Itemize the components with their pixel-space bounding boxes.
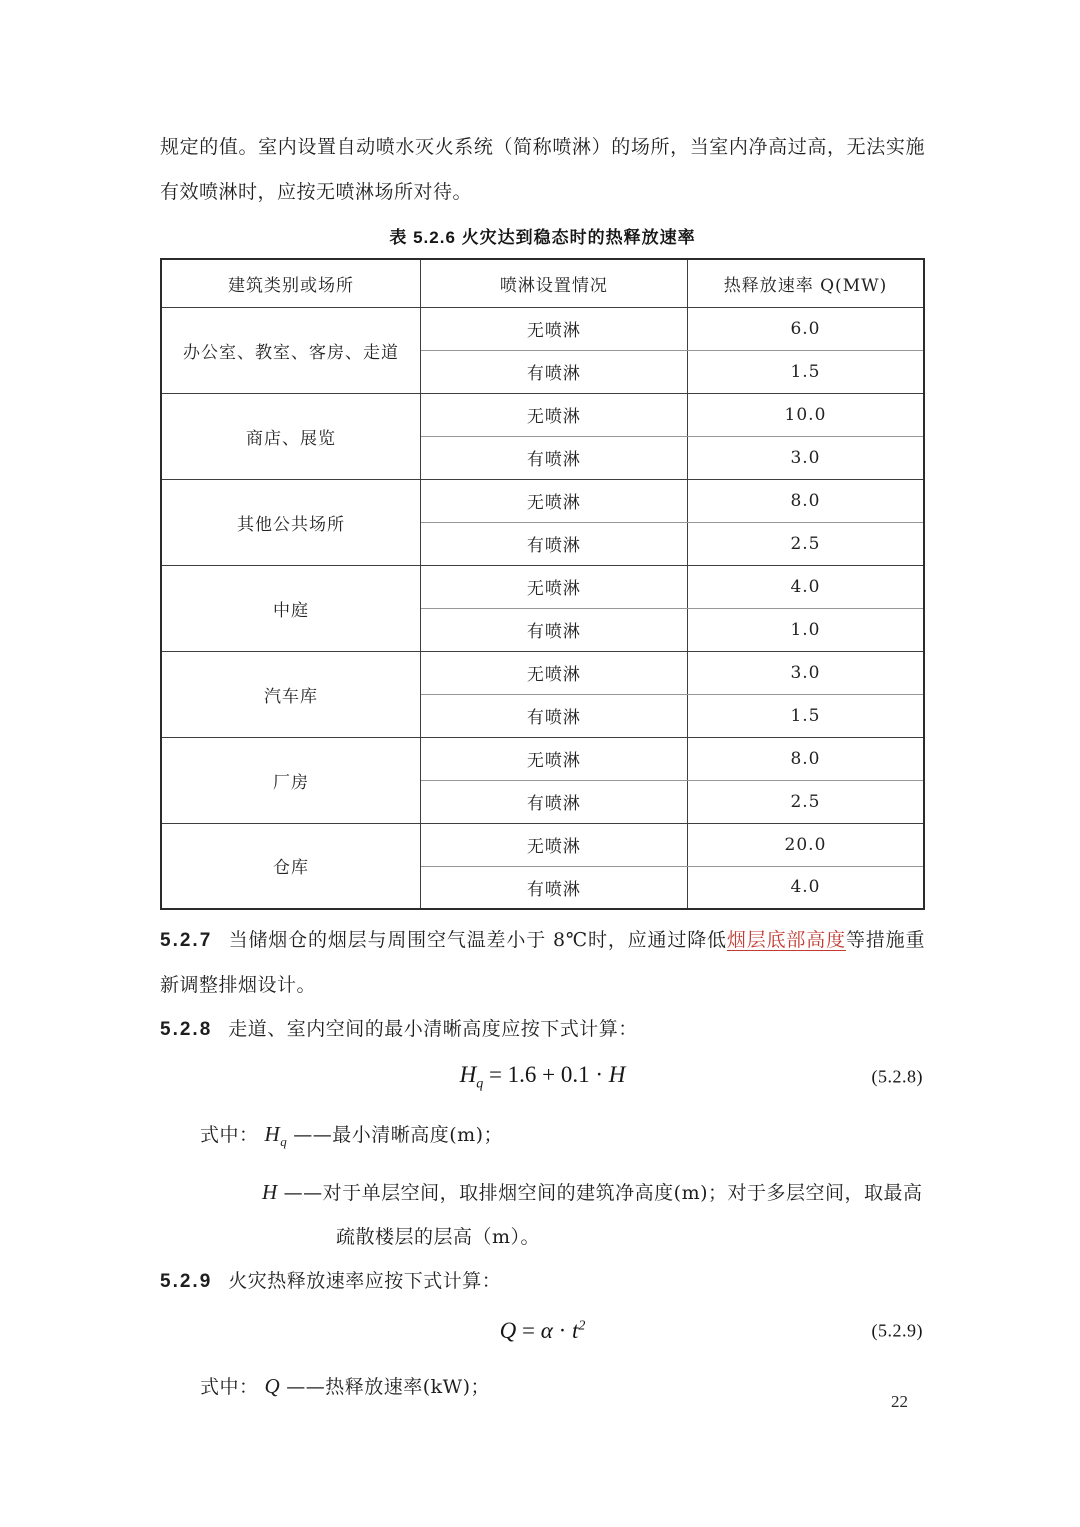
table-row	[161, 651, 924, 694]
definition-h-line1: ——对于单层空间，取排烟空间的建筑净高度(m)；对于多层空间，取最高	[283, 1182, 923, 1205]
intro-paragraph: 规定的值。室内设置自动喷水灭火系统（简称喷淋）的场所，当室内净高过高，无法实施有效喷淋时，应按无喷淋场所对待。	[160, 136, 925, 203]
symbol-hq	[264, 1122, 288, 1150]
formula-5-2-8-expression	[460, 1062, 626, 1093]
symbol-h	[262, 1180, 278, 1204]
heat-release-rate-table	[160, 258, 925, 910]
value-cell: 8.0	[687, 737, 924, 780]
header-building-category: 建筑类别或场所	[161, 259, 420, 307]
value-cell: 1.0	[687, 608, 924, 651]
category-cell: 商店、展览	[161, 393, 420, 479]
sprinkler-cell: 无喷淋	[420, 393, 687, 436]
formula-5-2-8	[160, 1054, 925, 1100]
formula-alpha: α	[540, 1318, 553, 1344]
section-5-2-7-text-after: 等措施重新调整排烟设计。	[160, 929, 925, 996]
formula-dot-operator: ·	[552, 1318, 572, 1344]
formula-equals: =	[516, 1318, 541, 1344]
definition-q: ——热释放速率(kW)；	[286, 1376, 491, 1399]
section-5-2-8-number: 5.2.8	[160, 1019, 213, 1040]
table-header	[161, 259, 924, 307]
section-5-2-7-text-before: 当储烟仓的烟层与周围空气温差小于 8℃时，应通过降低	[228, 929, 727, 951]
sprinkler-cell: 有喷淋	[420, 350, 687, 393]
highlighted-term: 烟层底部高度	[726, 929, 846, 951]
section-5-2-9-heading: 火灾热释放速率应按下式计算：	[228, 1270, 502, 1293]
sprinkler-cell: 无喷淋	[420, 737, 687, 780]
sprinkler-cell: 有喷淋	[420, 694, 687, 737]
section-5-2-7-number: 5.2.7	[160, 930, 213, 951]
symbol-q	[265, 1374, 281, 1398]
header-heat-release-rate: 热释放速率 Q(MW)	[687, 259, 924, 307]
category-cell: 厂房	[161, 737, 420, 823]
equation-number-5-2-8: (5.2.8)	[871, 1066, 923, 1087]
formula-variable: H	[459, 1061, 477, 1087]
page-number: 22	[891, 1392, 908, 1411]
value-cell: 10.0	[687, 393, 924, 436]
formula-subscript: q	[476, 1076, 484, 1092]
where-prefix: 式中：	[200, 1376, 259, 1399]
table-header-row	[161, 259, 924, 307]
formula-operators: = 1.6 + 0.1 ·	[483, 1061, 609, 1087]
formula-variable-t: t	[571, 1318, 579, 1344]
value-cell: 3.0	[687, 436, 924, 479]
category-cell: 中庭	[161, 565, 420, 651]
value-cell: 2.5	[687, 522, 924, 565]
formula-superscript: 2	[578, 1318, 586, 1334]
section-5-2-9-number: 5.2.9	[160, 1271, 213, 1293]
section-5-2-8-heading: 走道、室内空间的最小清晰高度应按下式计算：	[228, 1018, 638, 1040]
category-cell: 仓库	[161, 823, 420, 909]
sprinkler-cell: 有喷淋	[420, 436, 687, 479]
sprinkler-cell: 无喷淋	[420, 651, 687, 694]
sprinkler-cell: 有喷淋	[420, 522, 687, 565]
formula-variable: H	[608, 1061, 626, 1087]
section-5-2-7	[160, 918, 925, 1007]
sprinkler-cell: 有喷淋	[420, 608, 687, 651]
symbol-h: H	[264, 1122, 281, 1146]
sprinkler-cell: 有喷淋	[420, 780, 687, 823]
value-cell: 1.5	[687, 350, 924, 393]
sprinkler-cell: 无喷淋	[420, 823, 687, 866]
where-clause-q	[160, 1364, 925, 1409]
value-cell: 6.0	[687, 307, 924, 350]
where-prefix: 式中：	[200, 1124, 259, 1146]
table-row	[161, 565, 924, 608]
table-row	[161, 393, 924, 436]
table-row	[161, 479, 924, 522]
sprinkler-cell: 无喷淋	[420, 479, 687, 522]
category-cell: 办公室、教室、客房、走道	[161, 307, 420, 393]
table-row	[161, 307, 924, 350]
sprinkler-cell: 无喷淋	[420, 565, 687, 608]
table-row	[161, 823, 924, 866]
symbol-q-subscript: q	[280, 1134, 288, 1150]
value-cell: 20.0	[687, 823, 924, 866]
value-cell: 4.0	[687, 866, 924, 909]
value-cell: 4.0	[687, 565, 924, 608]
value-cell: 1.5	[687, 694, 924, 737]
sprinkler-cell: 有喷淋	[420, 866, 687, 909]
header-sprinkler-condition: 喷淋设置情况	[420, 259, 687, 307]
where-clause-hq	[160, 1112, 925, 1164]
where-clause-h-line1	[160, 1170, 925, 1215]
section-5-2-9	[160, 1259, 925, 1304]
definition-hq: ——最小清晰高度(m)；	[293, 1124, 504, 1146]
value-cell: 2.5	[687, 780, 924, 823]
table-title: 表 5.2.6 火灾达到稳态时的热释放速率	[389, 228, 696, 247]
category-cell: 其他公共场所	[161, 479, 420, 565]
table-row	[161, 737, 924, 780]
where-clause-h-line2: 疏散楼层的层高（m）。	[336, 1226, 541, 1249]
formula-variable-q: Q	[499, 1318, 517, 1344]
sprinkler-cell: 无喷淋	[420, 307, 687, 350]
section-5-2-8	[160, 1007, 925, 1052]
equation-number-5-2-9: (5.2.9)	[871, 1320, 923, 1341]
heat-release-table-body	[161, 307, 924, 909]
formula-5-2-9	[160, 1308, 925, 1354]
category-cell: 汽车库	[161, 651, 420, 737]
value-cell: 8.0	[687, 479, 924, 522]
value-cell: 3.0	[687, 651, 924, 694]
formula-5-2-9-expression	[500, 1318, 586, 1344]
symbol-q-italic: Q	[264, 1374, 281, 1399]
page-content	[160, 125, 925, 1409]
symbol-h-italic: H	[262, 1180, 278, 1205]
